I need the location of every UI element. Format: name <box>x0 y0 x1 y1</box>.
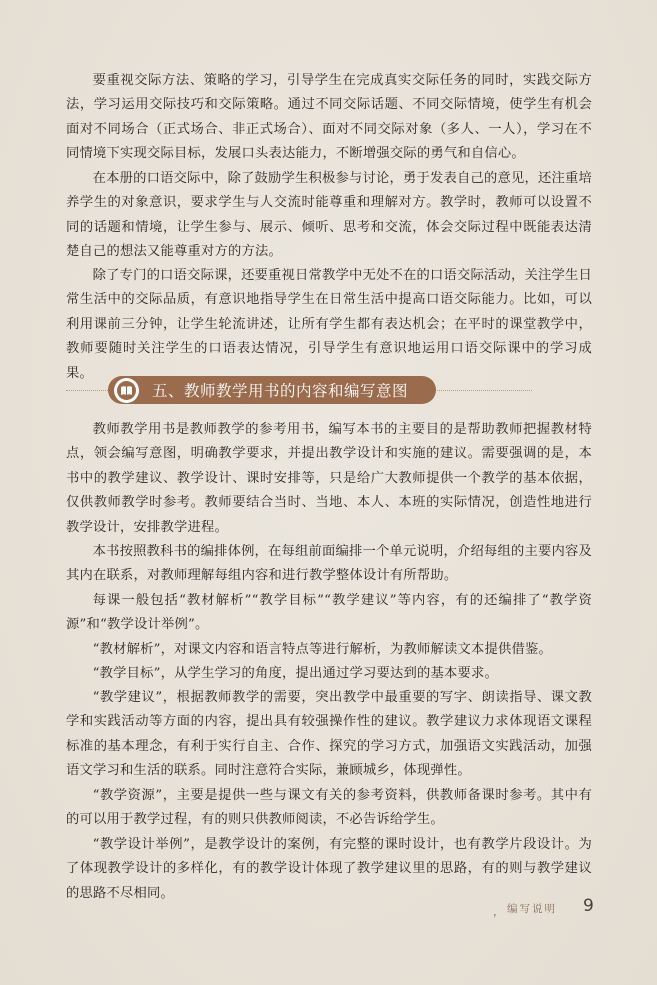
paragraph-design-examples: “教学设计举例”，是教学设计的案例，有完整的课时设计，也有教学片段设计。为了体现教学设计的多样化，有的教学设计体现了教学建议里的思路，有的则与教学建议的思路不尽相同。 <box>66 837 592 901</box>
footer-separator: ， <box>493 905 504 918</box>
page-number: 9 <box>583 896 594 916</box>
paragraph-teacher-book-purpose: 教师教学用书是教师教学的参考用书，编写本书的主要目的是帮助教师把握教材特点，领会编写意图，明确教学要求，并提出教学设计和实施的建议。需要强调的是，本书中的教学建议、教学设计、课时安排等，只是给广大教师提供一个教学的基本依据，仅供教师教学时参考。教师要结合当时、当地、本人、本班的实际情况，创造性地进行教学设计，安排教学进程。 <box>66 422 592 535</box>
footer-section-label: 编写说明 <box>507 903 557 915</box>
paragraph-book-structure: 本书按照教科书的编排体例，在每组前面编排一个单元说明，介绍每组的主要内容及其内在联系，对教师理解每组内容和进行教学整体设计有所帮助。 <box>66 544 592 584</box>
paragraph-teaching-goals: “教学目标”，从学生学习的角度，提出通过学习要达到的基本要求。 <box>92 666 498 681</box>
paragraph-volume-oral: 在本册的口语交际中，除了鼓励学生积极参与讨论，勇于发表自己的意见，还注重培养学生的对象意识，要求学生与人交流时能尊重和理解对方。教学时，教师可以设置不同的话题和情境，让学生参与、展示、倾听、思考和交流，体会交际过程中既能表达清楚自己的想法又能尊重对方的方法。 <box>66 171 592 260</box>
paragraph-material-analysis: “教材解析”，对课文内容和语言特点等进行解析，为教师解读文本提供借鉴。 <box>92 642 552 657</box>
book-icon <box>114 378 139 403</box>
paragraph-teaching-resources: “教学资源”，主要是提供一些与课文有关的参考资料，供教师备课时参考。其中有的可以用于教学过程，有的则只供教师阅读，不必告诉给学生。 <box>66 788 592 828</box>
paragraph-lesson-contents: 每课一般包括“教材解析”“教学目标”“教学建议”等内容，有的还编排了“教学资源”和“教学设计举例”。 <box>66 593 592 633</box>
section-title: 五、教师教学用书的内容和编写意图 <box>152 382 409 400</box>
paragraph-daily-oral: 除了专门的口语交际课，还要重视日常教学中无处不在的口语交际活动，关注学生日常生活中的交际品质，有意识地指导学生在日常生活中提高口语交际能力。比如，可以利用课前三分钟，让学生轮流讲述，让所有学生都有表达机会；在平时的课堂教学中，教师要随时关注学生的口语表达情况，引导学生有意识地运用口语交际课中的学习成果。 <box>66 268 592 381</box>
paragraph-teaching-suggestions: “教学建议”，根据教师教学的需要，突出教学中最重要的写字、朗读指导、课文教学和实践活动等方面的内容，提出具有较强操作性的建议。教学建议力求体现语文课程标准的基本理念，有利于实行自主、合作、探究的学习方式，加强语文实践活动，加强语文学习和生活的联系。同时注意符合实际，兼顾城乡，体现弹性。 <box>66 690 592 779</box>
paragraph-exchange-methods: 要重视交际方法、策略的学习，引导学生在完成真实交际任务的同时，实践交际方法，学习运用交际技巧和交际策略。通过不同交际话题、不同交际情境，使学生有机会面对不同场合（正式场合、非正式场合）、面对不同交际对象（多人、一人），学习在不同情境下实现交际目标，发展口头表达能力，不断增强交际的勇气和自信心。 <box>66 73 592 162</box>
